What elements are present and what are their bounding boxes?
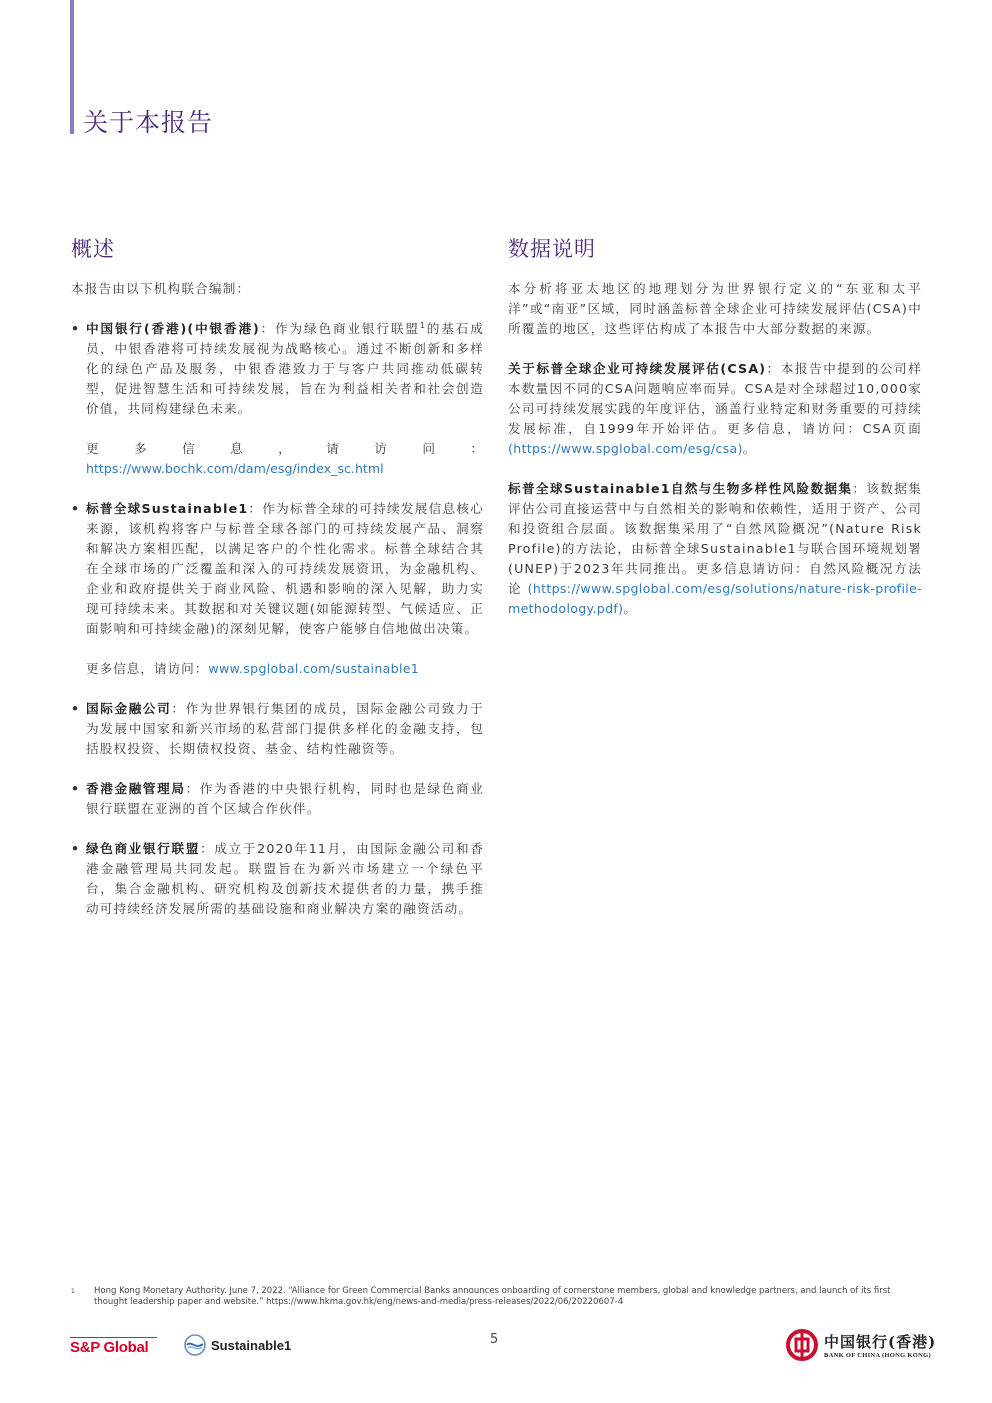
org-description: 作为标普全球的可持续发展信息核心来源，该机构将客户与标普全球各部门的可持续发展产品、洞察和解决方案相匹配，以满足客户的个性化需求。标普全球结合其在全球市场的广泛覆盖和深入的可持续发展资讯，为金融机构、企业和政府提供关于商业风险、机遇和影响的深入见解，助力实现可持续未来。其数据和对关键议题(如能源转型、气候适应、正面影响和可持续金融)的深刻见解，使客户能够自信地做出决策。 xyxy=(86,501,485,636)
page-title: 关于本报告 xyxy=(83,108,214,137)
bullet-icon: • xyxy=(71,501,81,516)
sp-global-logo: S&P Global xyxy=(70,1339,149,1356)
org-name: 绿色商业银行联盟 xyxy=(86,841,201,856)
sustainable1-logo xyxy=(183,1333,291,1357)
org-name: 国际金融公司 xyxy=(86,701,172,716)
nature-title: 标普全球Sustainable1自然与生物多样性风险数据集 xyxy=(508,481,853,496)
title-accent-bar xyxy=(70,0,74,134)
nature-paragraph: 标普全球Sustainable1自然与生物多样性风险数据集：该数据集评估公司直接运营中与自然相关的影响和依赖性，适用于资产、公司和投资组合层面。该数据集采用了“自然风险概况”(Nature Risk Profile)的方法论，由标普全球Sustainable1与联合国环境规划署(UNEP)于2023年共同推出。更多信息请访问：自然风险概况方法论(https://www.spglobal.com/esg/solutions/nature-risk-profile-methodology.pdf)。 xyxy=(508,481,922,616)
org-name: 标普全球Sustainable1 xyxy=(86,501,249,516)
nature-link[interactable]: (https://www.spglobal.com/esg/solutions/nature-risk-profile-methodology.pdf) xyxy=(508,581,922,616)
data-notes-heading: 数据说明 xyxy=(508,237,596,261)
footnote xyxy=(71,1286,923,1308)
list-item: • 中国银行(香港)(中银香港)：作为绿色商业银行联盟$^1$的基石成员，中银香港将可持续发展视为战略核心。通过不断创新和多样化的绿色产品及服务，中银香港致力于与客户共同推动低碳转型，促进智慧生活和可持续发展，旨在为利益相关者和社会创造价值，共同构建绿色未来。 xyxy=(71,320,485,416)
boc-english-name: BANK OF CHINA (HONG KONG) xyxy=(824,1352,931,1359)
org-name: 香港金融管理局 xyxy=(86,781,186,796)
bullet-icon: • xyxy=(71,701,81,716)
bullet-icon: • xyxy=(71,321,81,336)
org-name: 中国银行(香港)(中银香港) xyxy=(86,321,260,336)
more-info-bochk: 更多信息，请访问：https://www.bochk.com/dam/esg/index_sc.html xyxy=(86,441,484,476)
overview-section xyxy=(71,233,484,939)
org-description: 成立于2020年11月，由国际金融公司和香港金融管理局共同发起。联盟旨在为新兴市场建立一个绿色平台，集合金融机构、研究机构及创新技术提供者的力量，携手推动可持续经济发展所需的基础设施和商业解决方案的融资活动。 xyxy=(86,841,485,916)
csa-link[interactable]: (https://www.spglobal.com/esg/csa) xyxy=(508,441,743,456)
footer-divider xyxy=(70,1337,157,1338)
list-item: • 绿色商业银行联盟：成立于2020年11月，由国际金融公司和香港金融管理局共同发起。联盟旨在为新兴市场建立一个绿色平台，集合金融机构、研究机构及创新技术提供者的力量，携手推动可持续经济发展所需的基础设施和商业解决方案的融资活动。 xyxy=(71,841,485,916)
sustainable1-icon xyxy=(183,1333,207,1357)
more-info-spglobal: 更多信息，请访问：www.spglobal.com/sustainable1 xyxy=(86,661,420,676)
boc-logo xyxy=(786,1329,936,1361)
list-item: • 国际金融公司：作为世界银行集团的成员，国际金融公司致力于为发展中国家和新兴市场的私营部门提供多样化的金融支持，包括股权投资、长期债权投资、基金、结构性融资等。 xyxy=(71,701,485,756)
boc-emblem-icon xyxy=(786,1329,818,1361)
overview-heading: 概述 xyxy=(71,237,115,261)
bochk-link[interactable]: https://www.bochk.com/dam/esg/index_sc.html xyxy=(86,461,384,476)
data-notes-section xyxy=(508,233,922,619)
organization-list xyxy=(71,319,484,419)
list-item: • 标普全球Sustainable1：作为标普全球的可持续发展信息核心来源，该机构将客户与标普全球各部门的可持续发展产品、洞察和解决方案相匹配，以满足客户的个性化需求。标普全球结合其在全球市场的广泛覆盖和深入的可持续发展资讯，为金融机构、企业和政府提供关于商业风险、机遇和影响的深入见解，助力实现可持续未来。其数据和对关键议题(如能源转型、气候适应、正面影响和可持续金融)的深刻见解，使客户能够自信地做出决策。 xyxy=(71,501,485,636)
footnote-number: 1 xyxy=(71,1288,75,1295)
org-description: 作为香港的中央银行机构，同时也是绿色商业银行联盟在亚洲的首个区域合作伙伴。 xyxy=(86,781,484,816)
page-number: 5 xyxy=(490,1332,499,1347)
spglobal-link[interactable]: www.spglobal.com/sustainable1 xyxy=(208,661,420,676)
overview-intro: 本报告由以下机构联合编制： xyxy=(71,281,251,296)
csa-title: 关于标普全球企业可持续发展评估(CSA) xyxy=(508,361,767,376)
csa-paragraph: 关于标普全球企业可持续发展评估(CSA)：本报告中提到的公司样本数量因不同的CSA问题响应率而异。CSA是对全球超过10,000家公司可持续发展实践的年度评估，涵盖行业特定和财务重要的可持续发展标准，自1999年开始评估。更多信息，请访问：CSA页面(https://www.spglobal.com/esg/csa)。 xyxy=(508,361,922,456)
org-description: 作为世界银行集团的成员，国际金融公司致力于为发展中国家和新兴市场的私营部门提供多样化的金融支持，包括股权投资、长期债权投资、基金、结构性融资等。 xyxy=(86,701,485,756)
bullet-icon: • xyxy=(71,781,81,796)
bullet-icon: • xyxy=(71,841,81,856)
footnote-ref[interactable]: 1 xyxy=(419,320,427,330)
boc-chinese-name: 中国银行(香港) xyxy=(824,1333,937,1351)
sustainable1-wordmark: Sustainable1 xyxy=(211,1337,292,1353)
list-item: • 香港金融管理局：作为香港的中央银行机构，同时也是绿色商业银行联盟在亚洲的首个区域合作伙伴。 xyxy=(71,781,484,816)
org-description: 作为绿色商业银行联盟 xyxy=(275,321,420,336)
footnote-text: Hong Kong Monetary Authority. June 7, 2022. “Alliance for Green Commercial Banks announces onboarding of cornerstone members, global and knowledge partners, and launch of its first thought leadership paper and website.” https://www.hkma.gov.hk/eng/news-and-media/press-releases/2022/06/20220607-4 xyxy=(94,1286,891,1307)
data-notes-paragraph: 本分析将亚太地区的地理划分为世界银行定义的“东亚和太平洋”或“南亚”区域，同时涵盖标普全球企业可持续发展评估(CSA)中所覆盖的地区，这些评估构成了本报告中大部分数据的来源。 xyxy=(508,281,922,336)
